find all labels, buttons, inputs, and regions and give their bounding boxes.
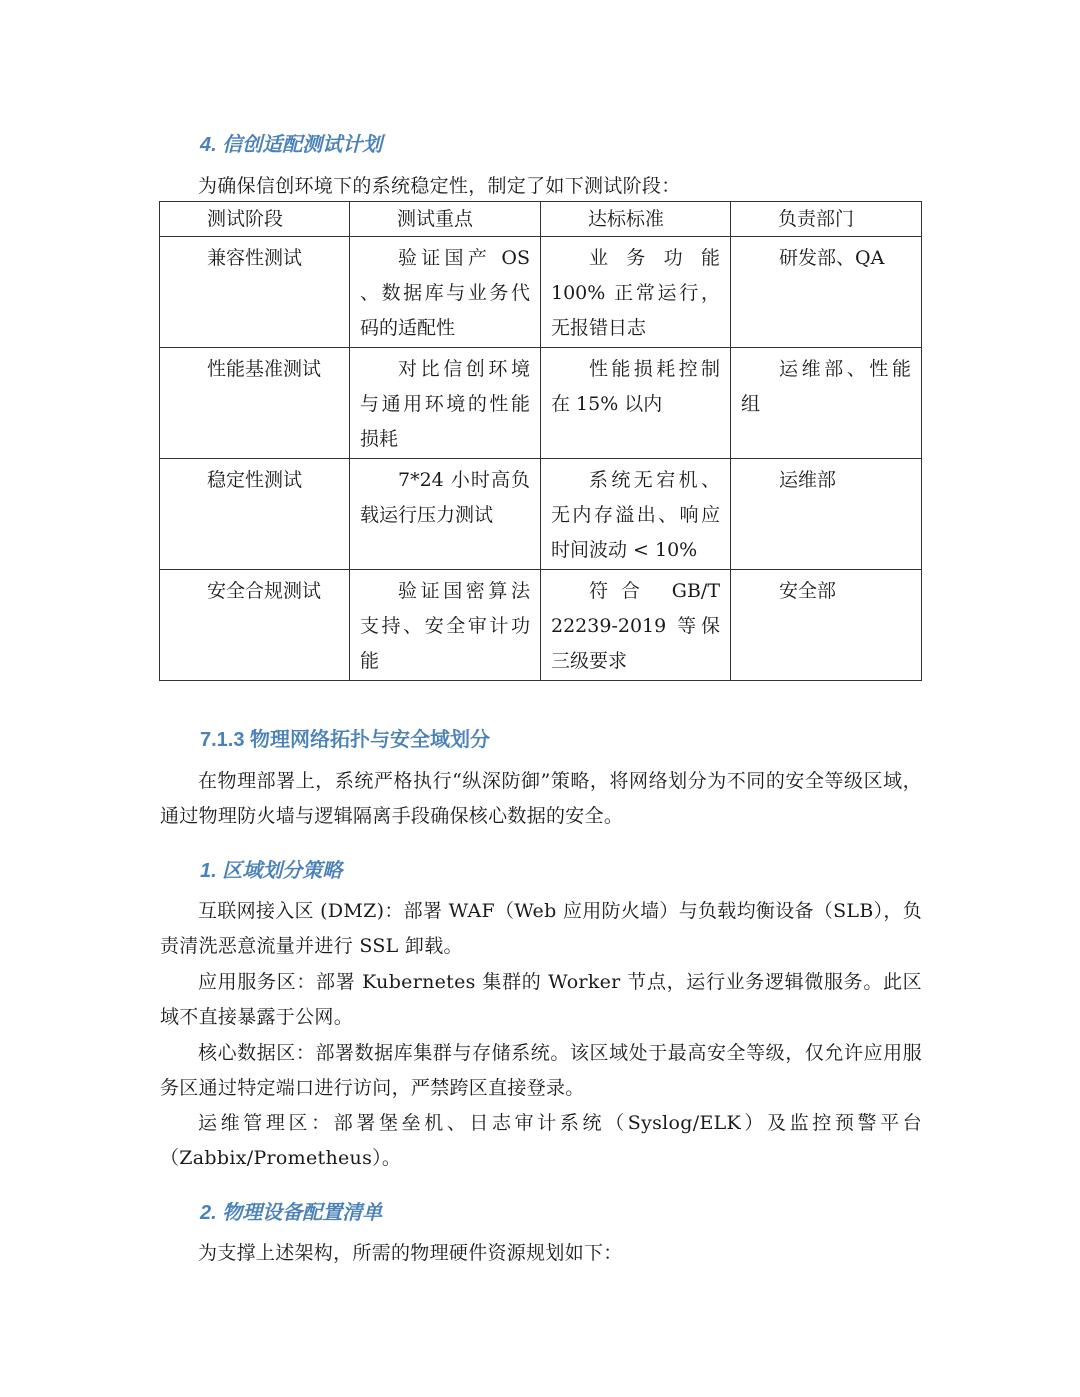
table-cell: 运维部 xyxy=(779,469,837,491)
table-cell: 安全部 xyxy=(779,580,837,602)
table-row xyxy=(160,237,922,348)
table-row xyxy=(160,348,922,459)
table-header-row xyxy=(160,202,922,237)
table-cell: 性能损耗控制在 15% 以内 xyxy=(551,358,720,415)
table-cell: 系统无宕机、无内存溢出、响应时间波动 < 10% xyxy=(551,469,720,561)
table-cell: 研发部、QA xyxy=(779,247,885,269)
table-cell: 性能基准测试 xyxy=(207,358,322,380)
table-cell: 验证国密算法支持、安全审计功能 xyxy=(360,580,530,672)
zone-item-dmz: 互联网接入区 (DMZ)：部署 WAF（Web 应用防火墙）与负载均衡设备（SLB），负责清洗恶意流量并进行 SSL 卸载。 xyxy=(160,900,923,957)
section-heading-zone-strategy: 1. 区域划分策略 xyxy=(200,860,343,882)
test-stage-table xyxy=(159,201,922,681)
zone-item-core-data: 核心数据区：部署数据库集群与存储系统。该区域处于最高安全等级，仅允许应用服务区通过特定端口进行访问，严禁跨区直接登录。 xyxy=(160,1042,922,1099)
table-cell: 稳定性测试 xyxy=(207,469,303,491)
hardware-intro: 为支撑上述架构，所需的物理硬件资源规划如下： xyxy=(198,1242,623,1264)
table-row xyxy=(160,570,922,681)
table-cell: 兼容性测试 xyxy=(207,247,303,269)
table-header-cell: 达标标准 xyxy=(541,202,731,237)
table-cell: 符合 GB/T 22239-2019 等保三级要求 xyxy=(551,580,720,672)
table-header-cell: 负责部门 xyxy=(731,202,922,237)
table-row xyxy=(160,459,922,570)
zone-item-app: 应用服务区：部署 Kubernetes 集群的 Worker 节点，运行业务逻辑微服务。此区域不直接暴露于公网。 xyxy=(160,971,922,1028)
table-cell: 安全合规测试 xyxy=(207,580,322,602)
table-cell: 运维部、性能组 xyxy=(741,358,911,415)
network-topology-intro: 在物理部署上，系统严格执行“纵深防御”策略，将网络划分为不同的安全等级区域，通过物理防火墙与逻辑隔离手段确保核心数据的安全。 xyxy=(160,770,922,827)
table-header-cell: 测试阶段 xyxy=(160,202,350,237)
table-cell: 7*24 小时高负载运行压力测试 xyxy=(360,469,530,526)
section-heading-test-plan: 4. 信创适配测试计划 xyxy=(200,134,383,156)
zone-item-ops: 运维管理区：部署堡垒机、日志审计系统（Syslog/ELK）及监控预警平台（Zabbix/Prometheus）。 xyxy=(160,1112,922,1169)
test-plan-intro: 为确保信创环境下的系统稳定性，制定了如下测试阶段： xyxy=(198,175,681,197)
table-cell: 业务功能 100% 正常运行，无报错日志 xyxy=(551,247,720,339)
table-cell: 验证国产 OS 、数据库与业务代码的适配性 xyxy=(360,247,530,339)
section-heading-hardware-list: 2. 物理设备配置清单 xyxy=(200,1202,383,1224)
section-heading-network-topology: 7.1.3 物理网络拓扑与安全域划分 xyxy=(200,729,491,751)
table-cell: 对比信创环境与通用环境的性能损耗 xyxy=(360,358,530,450)
table-header-cell: 测试重点 xyxy=(350,202,541,237)
